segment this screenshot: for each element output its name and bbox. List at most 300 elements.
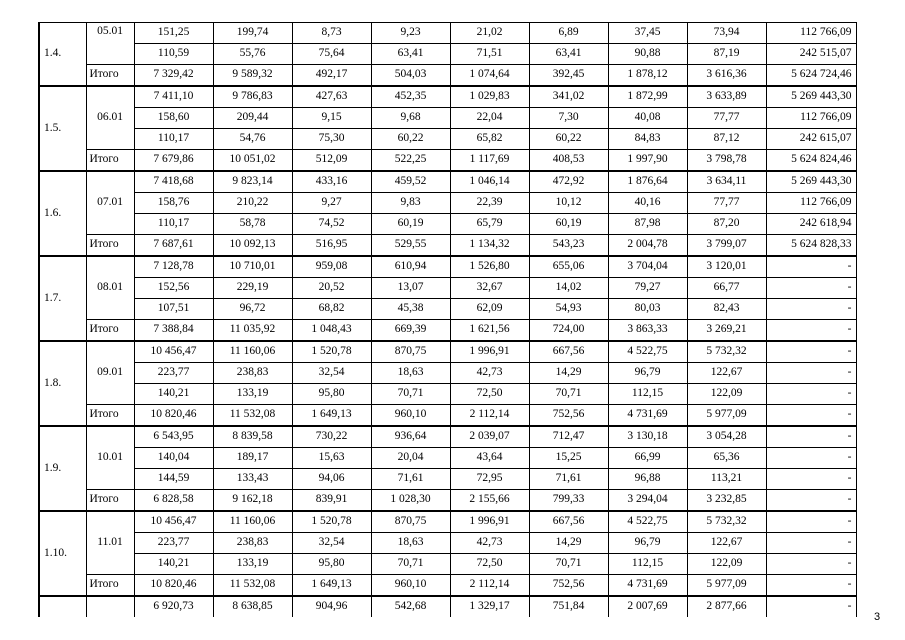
table-cell: 8 638,85 bbox=[213, 596, 292, 617]
table-cell: 122,67 bbox=[687, 533, 766, 554]
table-cell: 3 120,01 bbox=[687, 256, 766, 278]
table-cell: - bbox=[766, 426, 856, 448]
table-cell: 7 418,68 bbox=[134, 171, 213, 193]
table-cell: 54,76 bbox=[213, 129, 292, 150]
row-number bbox=[39, 596, 86, 617]
table-cell: 936,64 bbox=[371, 426, 450, 448]
table-cell: 60,19 bbox=[529, 214, 608, 235]
table-cell: 40,08 bbox=[608, 108, 687, 129]
total-cell: 752,56 bbox=[529, 405, 608, 427]
table-cell: 112,15 bbox=[608, 554, 687, 575]
table-cell: 9,68 bbox=[371, 108, 450, 129]
table-cell: 20,52 bbox=[292, 278, 371, 299]
table-cell: 452,35 bbox=[371, 86, 450, 108]
table-cell: 13,07 bbox=[371, 278, 450, 299]
total-cell: 3 799,07 bbox=[687, 235, 766, 257]
total-cell: 512,09 bbox=[292, 150, 371, 172]
table-cell: 112 766,09 bbox=[766, 108, 856, 129]
table-cell: 72,50 bbox=[450, 384, 529, 405]
table-cell: 133,19 bbox=[213, 384, 292, 405]
row-number: 1.8. bbox=[39, 341, 86, 426]
table-cell: 15,63 bbox=[292, 448, 371, 469]
table-cell: 730,22 bbox=[292, 426, 371, 448]
table-cell: 122,09 bbox=[687, 554, 766, 575]
table-cell: - bbox=[766, 256, 856, 278]
total-label: Итого bbox=[86, 65, 134, 87]
code-cell: 07.01 bbox=[86, 171, 134, 235]
table-cell: 65,82 bbox=[450, 129, 529, 150]
table-cell: - bbox=[766, 384, 856, 405]
table-cell: 5 269 443,30 bbox=[766, 86, 856, 108]
table-cell: 87,20 bbox=[687, 214, 766, 235]
table-cell: 2 039,07 bbox=[450, 426, 529, 448]
table-cell: 63,41 bbox=[371, 44, 450, 65]
table-cell: 79,27 bbox=[608, 278, 687, 299]
table-cell: 74,52 bbox=[292, 214, 371, 235]
table-cell: 22,04 bbox=[450, 108, 529, 129]
total-cell: 1 117,69 bbox=[450, 150, 529, 172]
table-cell: 5 732,32 bbox=[687, 341, 766, 363]
table-cell: 242 618,94 bbox=[766, 214, 856, 235]
table-cell: 959,08 bbox=[292, 256, 371, 278]
table-cell: 472,92 bbox=[529, 171, 608, 193]
table-cell: 10 456,47 bbox=[134, 511, 213, 533]
total-cell: 4 731,69 bbox=[608, 405, 687, 427]
total-cell: 3 269,21 bbox=[687, 320, 766, 342]
total-cell: 960,10 bbox=[371, 575, 450, 597]
table-cell: 427,63 bbox=[292, 86, 371, 108]
table-cell: 3 130,18 bbox=[608, 426, 687, 448]
total-cell: - bbox=[766, 405, 856, 427]
table-cell: 63,41 bbox=[529, 44, 608, 65]
table-cell: 7,30 bbox=[529, 108, 608, 129]
table-cell: 655,06 bbox=[529, 256, 608, 278]
table-cell: 21,02 bbox=[450, 23, 529, 44]
table-cell: 242 615,07 bbox=[766, 129, 856, 150]
table-cell: 9,23 bbox=[371, 23, 450, 44]
total-cell: 7 679,86 bbox=[134, 150, 213, 172]
total-cell: 724,00 bbox=[529, 320, 608, 342]
table-cell: 140,21 bbox=[134, 384, 213, 405]
table-row bbox=[39, 108, 856, 129]
table-cell: 84,83 bbox=[608, 129, 687, 150]
table-cell: 5 269 443,30 bbox=[766, 171, 856, 193]
table-cell: 32,54 bbox=[292, 363, 371, 384]
total-row bbox=[39, 235, 856, 257]
table-cell: 5 732,32 bbox=[687, 511, 766, 533]
table-cell: - bbox=[766, 533, 856, 554]
table-cell: 712,47 bbox=[529, 426, 608, 448]
table-cell: - bbox=[766, 511, 856, 533]
total-cell: 1 134,32 bbox=[450, 235, 529, 257]
table-cell: - bbox=[766, 341, 856, 363]
total-label: Итого bbox=[86, 490, 134, 512]
table-cell: 6 543,95 bbox=[134, 426, 213, 448]
table-cell: 45,38 bbox=[371, 299, 450, 320]
table-cell: 3 054,28 bbox=[687, 426, 766, 448]
total-cell: - bbox=[766, 490, 856, 512]
code-cell: 09.01 bbox=[86, 341, 134, 405]
table-cell: 140,04 bbox=[134, 448, 213, 469]
total-cell: 5 624 824,46 bbox=[766, 150, 856, 172]
total-cell: 5 977,09 bbox=[687, 575, 766, 597]
table-row bbox=[39, 171, 856, 193]
table-cell: 62,09 bbox=[450, 299, 529, 320]
table-row bbox=[39, 23, 856, 44]
table-cell: 68,82 bbox=[292, 299, 371, 320]
table-cell: 229,19 bbox=[213, 278, 292, 299]
table-cell: 58,78 bbox=[213, 214, 292, 235]
table-row bbox=[39, 299, 856, 320]
table-cell: 870,75 bbox=[371, 341, 450, 363]
table-cell: 238,83 bbox=[213, 533, 292, 554]
table-row bbox=[39, 193, 856, 214]
table-cell: 112 766,09 bbox=[766, 193, 856, 214]
table-cell: 667,56 bbox=[529, 511, 608, 533]
table-cell: 9,15 bbox=[292, 108, 371, 129]
table-cell: 122,09 bbox=[687, 384, 766, 405]
table-cell: 209,44 bbox=[213, 108, 292, 129]
table-cell: 158,60 bbox=[134, 108, 213, 129]
table-cell: 152,56 bbox=[134, 278, 213, 299]
table-cell: - bbox=[766, 469, 856, 490]
total-cell: 1 649,13 bbox=[292, 405, 371, 427]
row-number: 1.7. bbox=[39, 256, 86, 341]
total-cell: 10 820,46 bbox=[134, 575, 213, 597]
total-cell: 960,10 bbox=[371, 405, 450, 427]
table-row-partial bbox=[39, 596, 856, 617]
table-cell: 9 786,83 bbox=[213, 86, 292, 108]
table-cell: 14,29 bbox=[529, 533, 608, 554]
code-cell: 08.01 bbox=[86, 256, 134, 320]
table-cell: 2 877,66 bbox=[687, 596, 766, 617]
row-number: 1.4. bbox=[39, 23, 86, 87]
row-number: 1.9. bbox=[39, 426, 86, 511]
total-cell: 9 589,32 bbox=[213, 65, 292, 87]
table-cell: 22,39 bbox=[450, 193, 529, 214]
table-cell: 3 633,89 bbox=[687, 86, 766, 108]
total-cell: 529,55 bbox=[371, 235, 450, 257]
total-cell: 839,91 bbox=[292, 490, 371, 512]
table-cell: 70,71 bbox=[529, 554, 608, 575]
table-cell: 10,12 bbox=[529, 193, 608, 214]
table-cell: 542,68 bbox=[371, 596, 450, 617]
table-cell: 870,75 bbox=[371, 511, 450, 533]
table-cell: 2 007,69 bbox=[608, 596, 687, 617]
table-cell: 55,76 bbox=[213, 44, 292, 65]
table-cell: 1 876,64 bbox=[608, 171, 687, 193]
total-cell: 3 294,04 bbox=[608, 490, 687, 512]
table-cell: 3 704,04 bbox=[608, 256, 687, 278]
table-cell: - bbox=[766, 363, 856, 384]
table-cell: 60,22 bbox=[529, 129, 608, 150]
table-cell: 80,03 bbox=[608, 299, 687, 320]
table-cell: 66,77 bbox=[687, 278, 766, 299]
table-cell: 1 996,91 bbox=[450, 341, 529, 363]
total-cell: 2 004,78 bbox=[608, 235, 687, 257]
total-cell: 10 051,02 bbox=[213, 150, 292, 172]
total-cell: 5 977,09 bbox=[687, 405, 766, 427]
code-cell bbox=[86, 596, 134, 617]
table-row bbox=[39, 469, 856, 490]
total-cell: 504,03 bbox=[371, 65, 450, 87]
table-cell: 90,88 bbox=[608, 44, 687, 65]
total-cell: 752,56 bbox=[529, 575, 608, 597]
total-cell: 1 997,90 bbox=[608, 150, 687, 172]
table-cell: 72,95 bbox=[450, 469, 529, 490]
total-cell: 7 687,61 bbox=[134, 235, 213, 257]
total-cell: 492,17 bbox=[292, 65, 371, 87]
total-cell: 6 828,58 bbox=[134, 490, 213, 512]
table-cell: 140,21 bbox=[134, 554, 213, 575]
total-cell: 2 112,14 bbox=[450, 575, 529, 597]
table-cell: 1 329,17 bbox=[450, 596, 529, 617]
table-cell: 82,43 bbox=[687, 299, 766, 320]
table-cell: 32,54 bbox=[292, 533, 371, 554]
total-cell: 1 074,64 bbox=[450, 65, 529, 87]
table-cell: 71,61 bbox=[529, 469, 608, 490]
table-cell: 11 160,06 bbox=[213, 511, 292, 533]
code-cell: 05.01 bbox=[86, 23, 134, 65]
table-cell: 77,77 bbox=[687, 108, 766, 129]
table-cell: 1 029,83 bbox=[450, 86, 529, 108]
table-cell: 112,15 bbox=[608, 384, 687, 405]
total-cell: 3 798,78 bbox=[687, 150, 766, 172]
total-cell: 11 532,08 bbox=[213, 405, 292, 427]
table-cell: 904,96 bbox=[292, 596, 371, 617]
table-cell: 75,64 bbox=[292, 44, 371, 65]
table-cell: 73,94 bbox=[687, 23, 766, 44]
table-cell: 7 411,10 bbox=[134, 86, 213, 108]
table-cell: 1 520,78 bbox=[292, 341, 371, 363]
total-cell: 516,95 bbox=[292, 235, 371, 257]
table-cell: 18,63 bbox=[371, 363, 450, 384]
table-cell: 133,19 bbox=[213, 554, 292, 575]
table-cell: 8,73 bbox=[292, 23, 371, 44]
total-cell: 1 621,56 bbox=[450, 320, 529, 342]
total-label: Итого bbox=[86, 235, 134, 257]
table-cell: 112 766,09 bbox=[766, 23, 856, 44]
total-cell: 5 624 828,33 bbox=[766, 235, 856, 257]
table-cell: 341,02 bbox=[529, 86, 608, 108]
table-cell: - bbox=[766, 554, 856, 575]
total-cell: 10 820,46 bbox=[134, 405, 213, 427]
total-row bbox=[39, 320, 856, 342]
table-cell: 459,52 bbox=[371, 171, 450, 193]
table-cell: 7 128,78 bbox=[134, 256, 213, 278]
table-cell: 70,71 bbox=[371, 554, 450, 575]
table-cell: 107,51 bbox=[134, 299, 213, 320]
table-cell: 433,16 bbox=[292, 171, 371, 193]
table-cell: 667,56 bbox=[529, 341, 608, 363]
table-cell: 14,02 bbox=[529, 278, 608, 299]
table-cell: 96,79 bbox=[608, 533, 687, 554]
total-cell: 7 388,84 bbox=[134, 320, 213, 342]
table-cell: 144,59 bbox=[134, 469, 213, 490]
table-row bbox=[39, 256, 856, 278]
data-table bbox=[38, 22, 857, 617]
total-cell: 543,23 bbox=[529, 235, 608, 257]
total-label: Итого bbox=[86, 405, 134, 427]
table-cell: 1 996,91 bbox=[450, 511, 529, 533]
table-row bbox=[39, 533, 856, 554]
table-cell: 210,22 bbox=[213, 193, 292, 214]
table-cell: 32,67 bbox=[450, 278, 529, 299]
table-cell: 122,67 bbox=[687, 363, 766, 384]
total-cell: 10 092,13 bbox=[213, 235, 292, 257]
total-cell: 1 878,12 bbox=[608, 65, 687, 87]
table-cell: 42,73 bbox=[450, 533, 529, 554]
table-cell: 71,51 bbox=[450, 44, 529, 65]
row-number: 1.6. bbox=[39, 171, 86, 256]
row-number: 1.10. bbox=[39, 511, 86, 596]
table-cell: 1 526,80 bbox=[450, 256, 529, 278]
total-cell: 2 112,14 bbox=[450, 405, 529, 427]
table-cell: 37,45 bbox=[608, 23, 687, 44]
total-row bbox=[39, 405, 856, 427]
code-cell: 10.01 bbox=[86, 426, 134, 490]
total-row bbox=[39, 575, 856, 597]
table-cell: 10 456,47 bbox=[134, 341, 213, 363]
table-cell: 70,71 bbox=[371, 384, 450, 405]
table-cell: 18,63 bbox=[371, 533, 450, 554]
table-cell: 4 522,75 bbox=[608, 341, 687, 363]
table-row bbox=[39, 44, 856, 65]
total-cell: - bbox=[766, 320, 856, 342]
total-cell: 2 155,66 bbox=[450, 490, 529, 512]
table-row bbox=[39, 278, 856, 299]
table-cell: 751,84 bbox=[529, 596, 608, 617]
total-row bbox=[39, 65, 856, 87]
table-cell: 6,89 bbox=[529, 23, 608, 44]
total-cell: 1 028,30 bbox=[371, 490, 450, 512]
code-cell: 06.01 bbox=[86, 86, 134, 150]
table-cell: 60,22 bbox=[371, 129, 450, 150]
total-label: Итого bbox=[86, 320, 134, 342]
table-cell: 158,76 bbox=[134, 193, 213, 214]
table-row bbox=[39, 554, 856, 575]
total-cell: 408,53 bbox=[529, 150, 608, 172]
table-cell: 1 046,14 bbox=[450, 171, 529, 193]
table-cell: 87,12 bbox=[687, 129, 766, 150]
total-cell: 1 048,43 bbox=[292, 320, 371, 342]
table-cell: 1 520,78 bbox=[292, 511, 371, 533]
table-cell: 77,77 bbox=[687, 193, 766, 214]
table-cell: 66,99 bbox=[608, 448, 687, 469]
table-cell: 113,21 bbox=[687, 469, 766, 490]
total-cell: 5 624 724,46 bbox=[766, 65, 856, 87]
table-cell: 65,36 bbox=[687, 448, 766, 469]
total-cell: 3 616,36 bbox=[687, 65, 766, 87]
table-cell: - bbox=[766, 596, 856, 617]
table-cell: 20,04 bbox=[371, 448, 450, 469]
total-cell: 1 649,13 bbox=[292, 575, 371, 597]
total-row bbox=[39, 490, 856, 512]
table-cell: 87,19 bbox=[687, 44, 766, 65]
total-cell: 9 162,18 bbox=[213, 490, 292, 512]
total-cell: 3 863,33 bbox=[608, 320, 687, 342]
table-cell: 15,25 bbox=[529, 448, 608, 469]
table-cell: 133,43 bbox=[213, 469, 292, 490]
table-cell: 3 634,11 bbox=[687, 171, 766, 193]
table-cell: 72,50 bbox=[450, 554, 529, 575]
table-cell: 238,83 bbox=[213, 363, 292, 384]
table-cell: 610,94 bbox=[371, 256, 450, 278]
table-cell: 95,80 bbox=[292, 384, 371, 405]
table-cell: - bbox=[766, 278, 856, 299]
table-cell: 223,77 bbox=[134, 533, 213, 554]
total-cell: 522,25 bbox=[371, 150, 450, 172]
table-cell: 40,16 bbox=[608, 193, 687, 214]
code-cell: 11.01 bbox=[86, 511, 134, 575]
table-cell: 199,74 bbox=[213, 23, 292, 44]
table-cell: 1 872,99 bbox=[608, 86, 687, 108]
table-cell: 9,83 bbox=[371, 193, 450, 214]
table-cell: - bbox=[766, 299, 856, 320]
table-cell: 71,61 bbox=[371, 469, 450, 490]
table-row bbox=[39, 448, 856, 469]
table-cell: 75,30 bbox=[292, 129, 371, 150]
total-cell: 11 532,08 bbox=[213, 575, 292, 597]
table-cell: 223,77 bbox=[134, 363, 213, 384]
table-cell: 60,19 bbox=[371, 214, 450, 235]
table-cell: 14,29 bbox=[529, 363, 608, 384]
table-cell: 54,93 bbox=[529, 299, 608, 320]
table-cell: 96,79 bbox=[608, 363, 687, 384]
table-cell: 11 160,06 bbox=[213, 341, 292, 363]
total-cell: 3 232,85 bbox=[687, 490, 766, 512]
total-cell: 799,33 bbox=[529, 490, 608, 512]
table-row bbox=[39, 384, 856, 405]
table-cell: 4 522,75 bbox=[608, 511, 687, 533]
table-cell: 110,17 bbox=[134, 129, 213, 150]
total-cell: 11 035,92 bbox=[213, 320, 292, 342]
total-cell: 4 731,69 bbox=[608, 575, 687, 597]
table-row bbox=[39, 129, 856, 150]
total-cell: 392,45 bbox=[529, 65, 608, 87]
total-label: Итого bbox=[86, 575, 134, 597]
row-number: 1.5. bbox=[39, 86, 86, 171]
table-cell: 43,64 bbox=[450, 448, 529, 469]
table-cell: 96,88 bbox=[608, 469, 687, 490]
table-cell: 10 710,01 bbox=[213, 256, 292, 278]
table-row bbox=[39, 511, 856, 533]
table-cell: 9 823,14 bbox=[213, 171, 292, 193]
table-cell: 151,25 bbox=[134, 23, 213, 44]
table-cell: 96,72 bbox=[213, 299, 292, 320]
total-cell: - bbox=[766, 575, 856, 597]
table-cell: 8 839,58 bbox=[213, 426, 292, 448]
table-cell: 42,73 bbox=[450, 363, 529, 384]
table-cell: - bbox=[766, 448, 856, 469]
total-cell: 7 329,42 bbox=[134, 65, 213, 87]
table-cell: 65,79 bbox=[450, 214, 529, 235]
table-cell: 9,27 bbox=[292, 193, 371, 214]
table-cell: 94,06 bbox=[292, 469, 371, 490]
table-row bbox=[39, 341, 856, 363]
table-row bbox=[39, 86, 856, 108]
page-number: 3 bbox=[874, 611, 881, 623]
table-cell: 242 515,07 bbox=[766, 44, 856, 65]
table-cell: 189,17 bbox=[213, 448, 292, 469]
table-cell: 110,59 bbox=[134, 44, 213, 65]
total-cell: 669,39 bbox=[371, 320, 450, 342]
table-cell: 6 920,73 bbox=[134, 596, 213, 617]
table-cell: 70,71 bbox=[529, 384, 608, 405]
table-row bbox=[39, 214, 856, 235]
table-cell: 110,17 bbox=[134, 214, 213, 235]
table-cell: 95,80 bbox=[292, 554, 371, 575]
